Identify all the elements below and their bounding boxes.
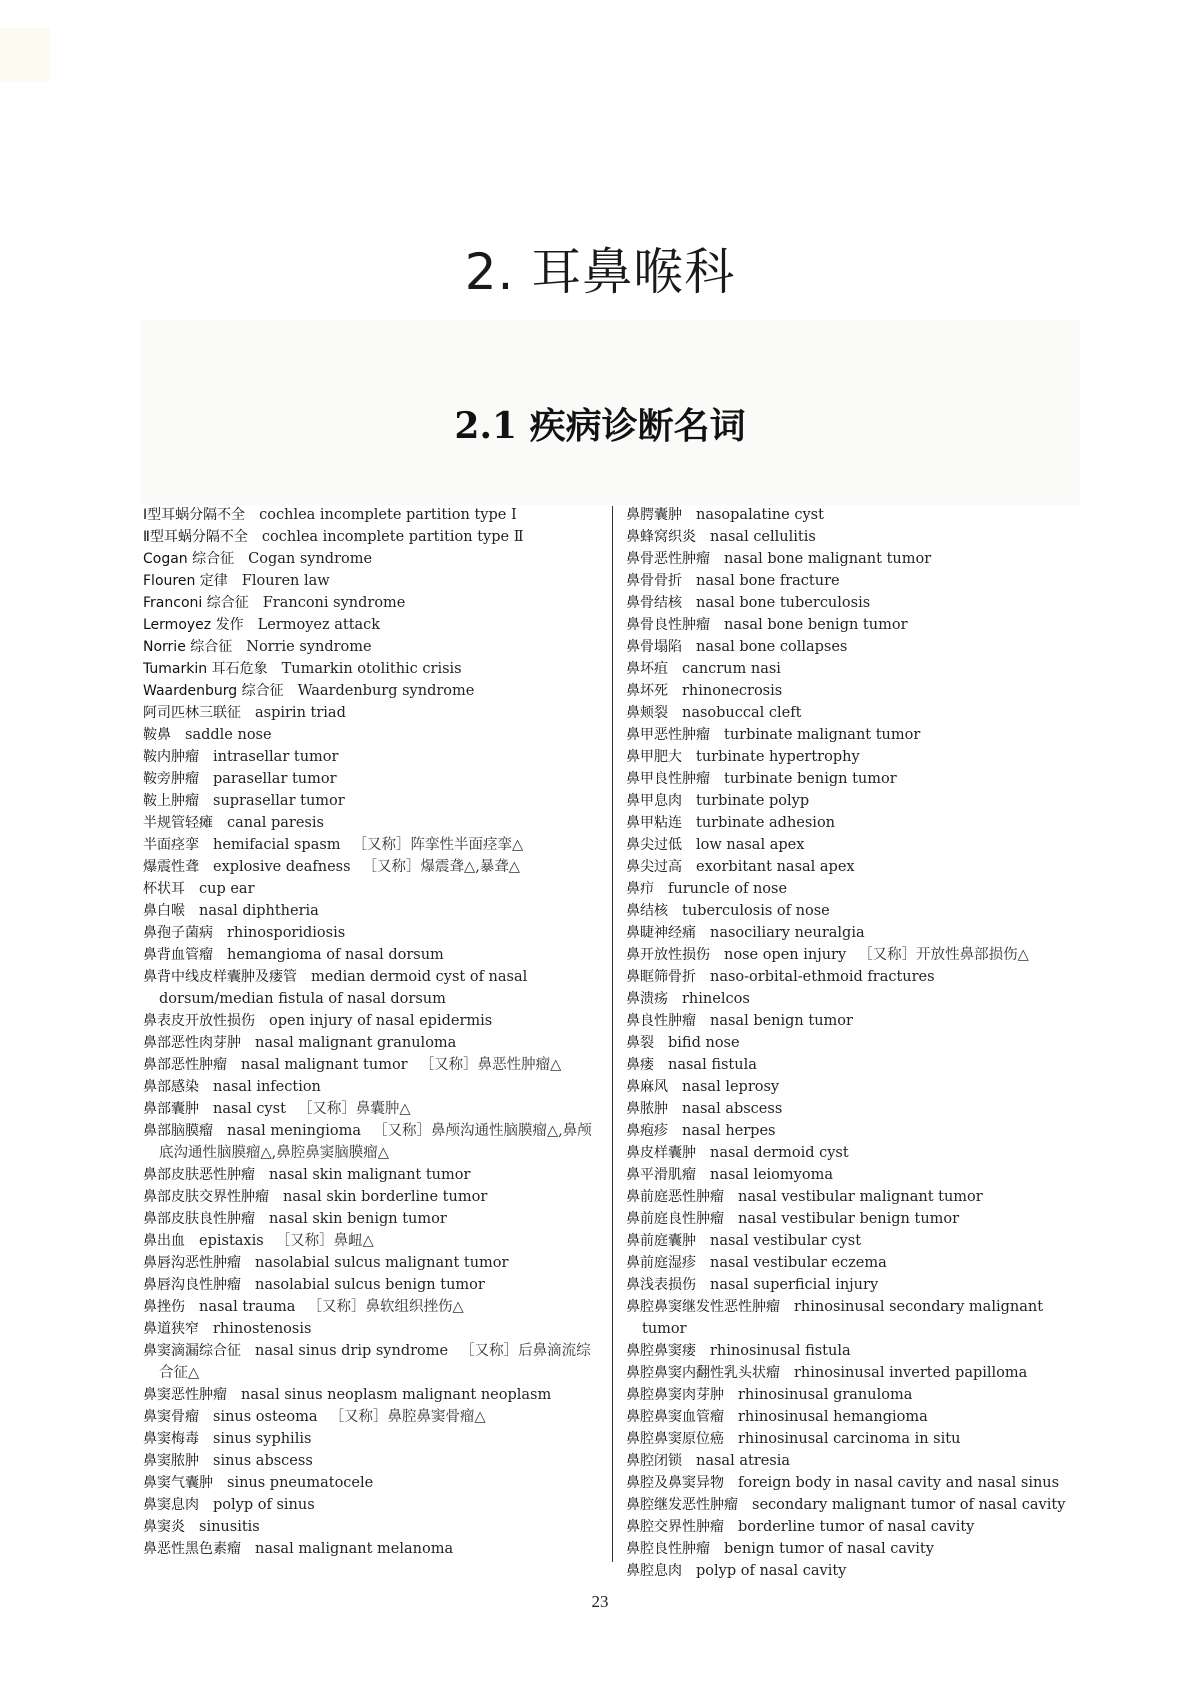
entry-chinese-term: 鼻道狭窄 bbox=[143, 1321, 199, 1337]
entry-chinese-term: 鞍鼻 bbox=[143, 727, 171, 743]
entry-english-term: epistaxis bbox=[199, 1233, 264, 1249]
entry-chinese-term: 鼻睫神经痛 bbox=[626, 925, 696, 941]
entry-english-term: nasal infection bbox=[213, 1079, 321, 1095]
entry-english-term: hemangioma of nasal dorsum bbox=[227, 947, 444, 963]
entry-english-term: saddle nose bbox=[185, 727, 272, 743]
entry-chinese-term: 鼻开放性损伤 bbox=[626, 947, 710, 963]
entry-chinese-term: 鼻窦滴漏综合征 bbox=[143, 1343, 241, 1359]
column-divider bbox=[612, 506, 613, 1562]
entry-english-term: nasal bone benign tumor bbox=[724, 617, 908, 633]
entry-chinese-term: 鼻骨结核 bbox=[626, 595, 682, 611]
entry-chinese-term: 鼻骨良性肿瘤 bbox=[626, 617, 710, 633]
entry-english-term: rhinosporidiosis bbox=[227, 925, 346, 941]
entry-english-term: nasal leiomyoma bbox=[710, 1167, 833, 1183]
entry-english-term: nasal cyst bbox=[213, 1101, 286, 1117]
entry-english-term: nasal bone fracture bbox=[696, 573, 840, 589]
dictionary-entry bbox=[626, 526, 1066, 548]
entry-chinese-term: 鼻孢子菌病 bbox=[143, 925, 213, 941]
dictionary-entry bbox=[626, 1274, 1066, 1296]
entry-chinese-term: 鼻部脑膜瘤 bbox=[143, 1123, 213, 1139]
entry-english-term: nasal malignant granuloma bbox=[255, 1035, 457, 1051]
entry-english-term: rhinosinusal granuloma bbox=[738, 1387, 913, 1403]
dictionary-entry bbox=[626, 746, 1066, 768]
entry-alias: ［又称］鼻颅沟通性脑膜瘤△,鼻颅底沟通性脑膜瘤△,鼻腔鼻窦脑膜瘤△ bbox=[159, 1123, 592, 1161]
entry-chinese-term: 鼻部恶性肿瘤 bbox=[143, 1057, 227, 1073]
dictionary-entry bbox=[626, 834, 1066, 856]
entry-english-term: rhinosinusal fistula bbox=[710, 1343, 851, 1359]
dictionary-entry bbox=[143, 1186, 603, 1208]
entry-chinese-term: 鼻表皮开放性损伤 bbox=[143, 1013, 255, 1029]
dictionary-entry bbox=[626, 1406, 1066, 1428]
entry-chinese-term: 杯状耳 bbox=[143, 881, 185, 897]
dictionary-entry bbox=[626, 1010, 1066, 1032]
entry-alias: ［又称］鼻囊肿△ bbox=[297, 1101, 411, 1117]
entry-chinese-term: 鼻腔交界性肿瘤 bbox=[626, 1519, 724, 1535]
dictionary-entry bbox=[626, 1384, 1066, 1406]
dictionary-entry bbox=[143, 1076, 603, 1098]
dictionary-entry bbox=[143, 1406, 603, 1428]
entry-chinese-term: 鼻腔闭锁 bbox=[626, 1453, 682, 1469]
entry-english-term: rhinosinusal carcinoma in situ bbox=[738, 1431, 961, 1447]
dictionary-entry bbox=[143, 1384, 603, 1406]
entry-chinese-term: Cogan 综合征 bbox=[143, 551, 235, 567]
entry-english-term: Norrie syndrome bbox=[246, 639, 372, 655]
dictionary-entry bbox=[143, 680, 603, 702]
entry-chinese-term: 鼻蜂窝织炎 bbox=[626, 529, 696, 545]
dictionary-entry bbox=[143, 812, 603, 834]
entry-chinese-term: Tumarkin 耳石危象 bbox=[143, 661, 268, 677]
entry-english-term: hemifacial spasm bbox=[213, 837, 341, 853]
dictionary-entry bbox=[626, 724, 1066, 746]
entry-chinese-term: 鼻尖过高 bbox=[626, 859, 682, 875]
entry-english-term: rhinelcos bbox=[682, 991, 750, 1007]
entry-chinese-term: 鼻裂 bbox=[626, 1035, 654, 1051]
dictionary-entry bbox=[626, 680, 1066, 702]
entry-chinese-term: 鼻平滑肌瘤 bbox=[626, 1167, 696, 1183]
entry-chinese-term: 半面痉挛 bbox=[143, 837, 199, 853]
entry-english-term: nasal benign tumor bbox=[710, 1013, 853, 1029]
entry-english-term: nasal dermoid cyst bbox=[710, 1145, 849, 1161]
entry-chinese-term: 鼻眶筛骨折 bbox=[626, 969, 696, 985]
entry-chinese-term: 鼻腔鼻窦血管瘤 bbox=[626, 1409, 724, 1425]
entry-chinese-term: 鼻腔鼻窦瘘 bbox=[626, 1343, 696, 1359]
entry-english-term: nasal trauma bbox=[199, 1299, 296, 1315]
entry-chinese-term: 鼻背中线皮样囊肿及瘘管 bbox=[143, 969, 297, 985]
dictionary-entry bbox=[626, 1362, 1066, 1384]
entry-chinese-term: 鼻浅表损伤 bbox=[626, 1277, 696, 1293]
entry-english-term: nasal vestibular eczema bbox=[710, 1255, 887, 1271]
entry-chinese-term: 鼻腔鼻窦肉芽肿 bbox=[626, 1387, 724, 1403]
entry-alias: ［又称］开放性鼻部损伤△ bbox=[858, 947, 1029, 963]
dictionary-entry bbox=[143, 1450, 603, 1472]
entry-english-term: turbinate malignant tumor bbox=[724, 727, 921, 743]
dictionary-entry bbox=[143, 878, 603, 900]
entry-english-term: intrasellar tumor bbox=[213, 749, 339, 765]
entry-english-term: sinus syphilis bbox=[213, 1431, 312, 1447]
entry-english-term: exorbitant nasal apex bbox=[696, 859, 855, 875]
entry-chinese-term: 鞍旁肿瘤 bbox=[143, 771, 199, 787]
entry-chinese-term: 鼻腔良性肿瘤 bbox=[626, 1541, 710, 1557]
entry-english-term: nasal fistula bbox=[668, 1057, 757, 1073]
entry-english-term: rhinostenosis bbox=[213, 1321, 312, 1337]
entry-chinese-term: 鼻麻风 bbox=[626, 1079, 668, 1095]
dictionary-entry bbox=[626, 1230, 1066, 1252]
dictionary-entry bbox=[626, 1296, 1066, 1340]
entry-english-term: aspirin triad bbox=[255, 705, 346, 721]
entry-english-term: nasolabial sulcus malignant tumor bbox=[255, 1255, 509, 1271]
entry-chinese-term: 鼻部皮肤交界性肿瘤 bbox=[143, 1189, 269, 1205]
entry-english-term: nasal abscess bbox=[682, 1101, 783, 1117]
entry-english-term: naso-orbital-ethmoid fractures bbox=[710, 969, 935, 985]
entry-english-term: bifid nose bbox=[668, 1035, 740, 1051]
entry-chinese-term: 鼻腔鼻窦内翻性乳头状瘤 bbox=[626, 1365, 780, 1381]
dictionary-entry bbox=[626, 966, 1066, 988]
entry-chinese-term: 鼻甲良性肿瘤 bbox=[626, 771, 710, 787]
dictionary-entry bbox=[626, 636, 1066, 658]
entry-chinese-term: Ⅰ型耳蜗分隔不全 bbox=[143, 507, 246, 523]
dictionary-entry bbox=[143, 658, 603, 680]
dictionary-entry bbox=[626, 856, 1066, 878]
entry-english-term: cochlea incomplete partition type Ⅰ bbox=[259, 507, 517, 523]
dictionary-entry bbox=[143, 548, 603, 570]
dictionary-entry bbox=[626, 1450, 1066, 1472]
entry-chinese-term: 鼻腔继发恶性肿瘤 bbox=[626, 1497, 738, 1513]
dictionary-entry bbox=[143, 856, 603, 878]
dictionary-entry bbox=[143, 1032, 603, 1054]
dictionary-entry bbox=[143, 790, 603, 812]
entry-english-term: polyp of sinus bbox=[213, 1497, 315, 1513]
entry-english-term: explosive deafness bbox=[213, 859, 351, 875]
entry-english-term: turbinate hypertrophy bbox=[696, 749, 860, 765]
entry-chinese-term: 鼻腔及鼻窦异物 bbox=[626, 1475, 724, 1491]
entry-chinese-term: 鼻窦炎 bbox=[143, 1519, 185, 1535]
entry-english-term: nose open injury bbox=[724, 947, 847, 963]
entry-chinese-term: 鼻白喉 bbox=[143, 903, 185, 919]
dictionary-entry bbox=[626, 1142, 1066, 1164]
entry-chinese-term: 鼻唇沟良性肿瘤 bbox=[143, 1277, 241, 1293]
entry-chinese-term: Norrie 综合征 bbox=[143, 639, 233, 655]
entry-chinese-term: 鼻甲肥大 bbox=[626, 749, 682, 765]
entry-english-term: secondary malignant tumor of nasal cavity bbox=[752, 1497, 1066, 1513]
entry-english-term: nasal bone tuberculosis bbox=[696, 595, 871, 611]
entry-english-term: benign tumor of nasal cavity bbox=[724, 1541, 934, 1557]
entry-english-term: nasal malignant melanoma bbox=[255, 1541, 454, 1557]
entry-chinese-term: 鼻腔鼻窦继发性恶性肿瘤 bbox=[626, 1299, 780, 1315]
entry-english-term: borderline tumor of nasal cavity bbox=[738, 1519, 975, 1535]
entry-english-term: foreign body in nasal cavity and nasal sinus bbox=[738, 1475, 1060, 1491]
dictionary-entry bbox=[143, 636, 603, 658]
dictionary-entry bbox=[143, 1318, 603, 1340]
dictionary-entry bbox=[143, 922, 603, 944]
dictionary-entry bbox=[626, 1428, 1066, 1450]
entry-english-term: sinusitis bbox=[199, 1519, 260, 1535]
left-column bbox=[143, 504, 603, 1560]
entry-english-term: sinus pneumatocele bbox=[227, 1475, 374, 1491]
dictionary-entry bbox=[626, 1164, 1066, 1186]
entry-english-term: nasal herpes bbox=[682, 1123, 776, 1139]
dictionary-entry bbox=[143, 1230, 603, 1252]
entry-english-term: nasal cellulitis bbox=[710, 529, 816, 545]
entry-english-term: low nasal apex bbox=[696, 837, 805, 853]
dictionary-entry bbox=[143, 1538, 603, 1560]
dictionary-entry bbox=[626, 1054, 1066, 1076]
dictionary-entry bbox=[143, 526, 603, 548]
dictionary-entry bbox=[626, 1340, 1066, 1362]
dictionary-entry bbox=[143, 1296, 603, 1318]
dictionary-entry bbox=[143, 1472, 603, 1494]
entry-chinese-term: 鼻部恶性肉芽肿 bbox=[143, 1035, 241, 1051]
dictionary-entry bbox=[626, 1538, 1066, 1560]
dictionary-entry bbox=[626, 878, 1066, 900]
entry-chinese-term: 鼻疖 bbox=[626, 881, 654, 897]
entry-chinese-term: 鼻甲粘连 bbox=[626, 815, 682, 831]
entry-english-term: cochlea incomplete partition type Ⅱ bbox=[261, 529, 524, 545]
dictionary-entry bbox=[626, 790, 1066, 812]
dictionary-entry bbox=[143, 746, 603, 768]
entry-english-term: nasal sinus neoplasm malignant neoplasm bbox=[241, 1387, 552, 1403]
dictionary-entry bbox=[143, 724, 603, 746]
entry-chinese-term: 鼻部感染 bbox=[143, 1079, 199, 1095]
dictionary-entry bbox=[143, 1340, 603, 1384]
entry-alias: ［又称］鼻腔鼻窦骨瘤△ bbox=[329, 1409, 486, 1425]
entry-english-term: nasal sinus drip syndrome bbox=[255, 1343, 449, 1359]
dictionary-entry bbox=[626, 1494, 1066, 1516]
dictionary-entry bbox=[626, 702, 1066, 724]
dictionary-entry bbox=[626, 922, 1066, 944]
entry-chinese-term: 鼻结核 bbox=[626, 903, 668, 919]
entry-english-term: nasolabial sulcus benign tumor bbox=[255, 1277, 485, 1293]
entry-chinese-term: 鼻溃疡 bbox=[626, 991, 668, 1007]
section-title: 2.1 疾病诊断名词 bbox=[454, 405, 746, 447]
entry-english-term: nasociliary neuralgia bbox=[710, 925, 865, 941]
entry-chinese-term: 鼻甲恶性肿瘤 bbox=[626, 727, 710, 743]
dictionary-entry bbox=[626, 1032, 1066, 1054]
entry-chinese-term: 鼻挫伤 bbox=[143, 1299, 185, 1315]
dictionary-entry bbox=[143, 1208, 603, 1230]
entry-chinese-term: 鼻坏死 bbox=[626, 683, 668, 699]
entry-alias: ［又称］阵挛性半面痉挛△ bbox=[352, 837, 524, 853]
dictionary-entry bbox=[626, 1516, 1066, 1538]
entry-english-term: turbinate adhesion bbox=[696, 815, 836, 831]
entry-chinese-term: 鼻窦恶性肿瘤 bbox=[143, 1387, 227, 1403]
entry-chinese-term: 鼻颊裂 bbox=[626, 705, 668, 721]
entry-english-term: nasal vestibular cyst bbox=[710, 1233, 862, 1249]
entry-english-term: sinus osteoma bbox=[213, 1409, 318, 1425]
dictionary-entry bbox=[143, 1120, 603, 1164]
dictionary-entry bbox=[626, 1560, 1066, 1582]
entry-english-term: rhinosinusal inverted papilloma bbox=[794, 1365, 1028, 1381]
dictionary-entry bbox=[626, 504, 1066, 526]
entry-english-term: sinus abscess bbox=[213, 1453, 313, 1469]
dictionary-entry bbox=[626, 768, 1066, 790]
dictionary-entry bbox=[143, 944, 603, 966]
entry-chinese-term: 鼻窦息肉 bbox=[143, 1497, 199, 1513]
dictionary-entry bbox=[626, 1208, 1066, 1230]
entry-english-term: cancrum nasi bbox=[682, 661, 781, 677]
entry-chinese-term: Lermoyez 发作 bbox=[143, 617, 244, 633]
entry-chinese-term: 鼻甲息肉 bbox=[626, 793, 682, 809]
dictionary-entry bbox=[626, 592, 1066, 614]
entry-chinese-term: 鼻前庭湿疹 bbox=[626, 1255, 696, 1271]
dictionary-entry bbox=[626, 1076, 1066, 1098]
dictionary-entry bbox=[143, 504, 603, 526]
entry-english-term: parasellar tumor bbox=[213, 771, 337, 787]
entry-english-term: Tumarkin otolithic crisis bbox=[281, 661, 462, 677]
entry-chinese-term: 鼻前庭良性肿瘤 bbox=[626, 1211, 724, 1227]
dictionary-entry bbox=[626, 1186, 1066, 1208]
entry-english-term: suprasellar tumor bbox=[213, 793, 345, 809]
entry-chinese-term: 鞍上肿瘤 bbox=[143, 793, 199, 809]
dictionary-entry bbox=[143, 1010, 603, 1032]
dictionary-entry bbox=[143, 1494, 603, 1516]
entry-english-term: nasal atresia bbox=[696, 1453, 791, 1469]
dictionary-entry bbox=[143, 768, 603, 790]
entry-english-term: Franconi syndrome bbox=[262, 595, 406, 611]
entry-alias: ［又称］爆震聋△,暴聋△ bbox=[362, 859, 520, 875]
dictionary-entry bbox=[626, 1120, 1066, 1142]
entry-english-term: nasopalatine cyst bbox=[696, 507, 824, 523]
entry-chinese-term: 鼻骨骨折 bbox=[626, 573, 682, 589]
entry-english-term: nasal leprosy bbox=[682, 1079, 780, 1095]
dictionary-entry bbox=[626, 900, 1066, 922]
entry-english-term: nasal vestibular malignant tumor bbox=[738, 1189, 983, 1205]
dictionary-entry bbox=[143, 1098, 603, 1120]
dictionary-entry bbox=[143, 1516, 603, 1538]
entry-english-term: canal paresis bbox=[227, 815, 324, 831]
entry-chinese-term: Waardenburg 综合征 bbox=[143, 683, 284, 699]
entry-english-term: rhinosinusal hemangioma bbox=[738, 1409, 928, 1425]
entry-english-term: furuncle of nose bbox=[668, 881, 788, 897]
entry-chinese-term: 鼻腭囊肿 bbox=[626, 507, 682, 523]
entry-chinese-term: 鼻恶性黑色素瘤 bbox=[143, 1541, 241, 1557]
entry-chinese-term: 鼻骨塌陷 bbox=[626, 639, 682, 655]
entry-english-term: nasal skin malignant tumor bbox=[269, 1167, 471, 1183]
dictionary-entry bbox=[143, 592, 603, 614]
entry-chinese-term: 鼻良性肿瘤 bbox=[626, 1013, 696, 1029]
dictionary-entry bbox=[626, 1098, 1066, 1120]
entry-chinese-term: 鼻皮样囊肿 bbox=[626, 1145, 696, 1161]
entry-chinese-term: 鼻窦梅毒 bbox=[143, 1431, 199, 1447]
entry-english-term: turbinate benign tumor bbox=[724, 771, 897, 787]
entry-chinese-term: 爆震性聋 bbox=[143, 859, 199, 875]
entry-chinese-term: 鼻骨恶性肿瘤 bbox=[626, 551, 710, 567]
chapter-title: 2. 耳鼻喉科 bbox=[464, 243, 736, 301]
dictionary-entry bbox=[143, 1164, 603, 1186]
entry-chinese-term: 鼻腔息肉 bbox=[626, 1563, 682, 1579]
entry-chinese-term: 鼻窦脓肿 bbox=[143, 1453, 199, 1469]
entry-english-term: Waardenburg syndrome bbox=[297, 683, 475, 699]
entry-chinese-term: 鼻疱疹 bbox=[626, 1123, 668, 1139]
dictionary-entry bbox=[143, 900, 603, 922]
dictionary-entry bbox=[626, 988, 1066, 1010]
entry-chinese-term: 鼻背血管瘤 bbox=[143, 947, 213, 963]
entry-english-term: Lermoyez attack bbox=[257, 617, 381, 633]
entry-english-term: nasal skin borderline tumor bbox=[283, 1189, 488, 1205]
dictionary-entry bbox=[626, 614, 1066, 636]
entry-chinese-term: 鼻坏疽 bbox=[626, 661, 668, 677]
entry-english-term: polyp of nasal cavity bbox=[696, 1563, 847, 1579]
entry-chinese-term: 半规管轻瘫 bbox=[143, 815, 213, 831]
entry-english-term: nasal diphtheria bbox=[199, 903, 319, 919]
entry-alias: ［又称］后鼻滴流综合征△ bbox=[159, 1343, 591, 1381]
entry-alias: ［又称］鼻衄△ bbox=[275, 1233, 374, 1249]
entry-chinese-term: 鼻尖过低 bbox=[626, 837, 682, 853]
entry-english-term: nasal skin benign tumor bbox=[269, 1211, 447, 1227]
dictionary-entry bbox=[626, 944, 1066, 966]
entry-chinese-term: 鼻部皮肤良性肿瘤 bbox=[143, 1211, 255, 1227]
dictionary-entry bbox=[626, 548, 1066, 570]
dictionary-entry bbox=[143, 966, 603, 1010]
dictionary-entry bbox=[626, 1472, 1066, 1494]
corner-mark bbox=[0, 28, 50, 82]
dictionary-entry bbox=[143, 1428, 603, 1450]
entry-english-term: nasal vestibular benign tumor bbox=[738, 1211, 960, 1227]
entry-english-term: nasal malignant tumor bbox=[241, 1057, 408, 1073]
dictionary-entry bbox=[143, 1274, 603, 1296]
dictionary-entry bbox=[626, 1252, 1066, 1274]
entry-chinese-term: 鞍内肿瘤 bbox=[143, 749, 199, 765]
entry-english-term: nasal meningioma bbox=[227, 1123, 362, 1139]
dictionary-entry bbox=[143, 570, 603, 592]
entry-english-term: Cogan syndrome bbox=[248, 551, 373, 567]
entry-english-term: nasal bone collapses bbox=[696, 639, 848, 655]
entry-english-term: median dermoid cyst of nasal dorsum/median fistula of nasal dorsum bbox=[159, 969, 528, 1007]
entry-chinese-term: 阿司匹林三联征 bbox=[143, 705, 241, 721]
right-column bbox=[626, 504, 1066, 1582]
dictionary-entry bbox=[626, 812, 1066, 834]
entry-english-term: tuberculosis of nose bbox=[682, 903, 830, 919]
entry-english-term: Flouren law bbox=[241, 573, 330, 589]
entry-chinese-term: 鼻前庭恶性肿瘤 bbox=[626, 1189, 724, 1205]
entry-chinese-term: 鼻脓肿 bbox=[626, 1101, 668, 1117]
entry-chinese-term: 鼻部皮肤恶性肿瘤 bbox=[143, 1167, 255, 1183]
entry-chinese-term: 鼻部囊肿 bbox=[143, 1101, 199, 1117]
dictionary-entry bbox=[143, 614, 603, 636]
entry-english-term: nasobuccal cleft bbox=[682, 705, 802, 721]
dictionary-entry bbox=[143, 1252, 603, 1274]
entry-english-term: open injury of nasal epidermis bbox=[269, 1013, 493, 1029]
entry-chinese-term: 鼻出血 bbox=[143, 1233, 185, 1249]
entry-english-term: turbinate polyp bbox=[696, 793, 810, 809]
entry-alias: ［又称］鼻软组织挫伤△ bbox=[307, 1299, 464, 1315]
entry-alias: ［又称］鼻恶性肿瘤△ bbox=[419, 1057, 562, 1073]
entry-chinese-term: 鼻瘘 bbox=[626, 1057, 654, 1073]
entry-english-term: nasal superficial injury bbox=[710, 1277, 879, 1293]
entry-english-term: nasal bone malignant tumor bbox=[724, 551, 932, 567]
dictionary-entry bbox=[143, 1054, 603, 1076]
dictionary-entry bbox=[143, 834, 603, 856]
entry-chinese-term: 鼻窦骨瘤 bbox=[143, 1409, 199, 1425]
dictionary-entry bbox=[143, 702, 603, 724]
page-number: 23 bbox=[591, 1592, 609, 1611]
entry-chinese-term: 鼻唇沟恶性肿瘤 bbox=[143, 1255, 241, 1271]
entry-english-term: cup ear bbox=[199, 881, 255, 897]
entry-english-term: rhinonecrosis bbox=[682, 683, 783, 699]
dictionary-entry bbox=[626, 570, 1066, 592]
entry-chinese-term: 鼻腔鼻窦原位癌 bbox=[626, 1431, 724, 1447]
entry-chinese-term: Ⅱ型耳蜗分隔不全 bbox=[143, 529, 248, 545]
entry-chinese-term: 鼻前庭囊肿 bbox=[626, 1233, 696, 1249]
dictionary-entry bbox=[626, 658, 1066, 680]
entry-chinese-term: 鼻窦气囊肿 bbox=[143, 1475, 213, 1491]
entry-english-term: rhinosinusal secondary malignant tumor bbox=[642, 1299, 1044, 1337]
entry-chinese-term: Franconi 综合征 bbox=[143, 595, 249, 611]
entry-chinese-term: Flouren 定律 bbox=[143, 573, 228, 589]
